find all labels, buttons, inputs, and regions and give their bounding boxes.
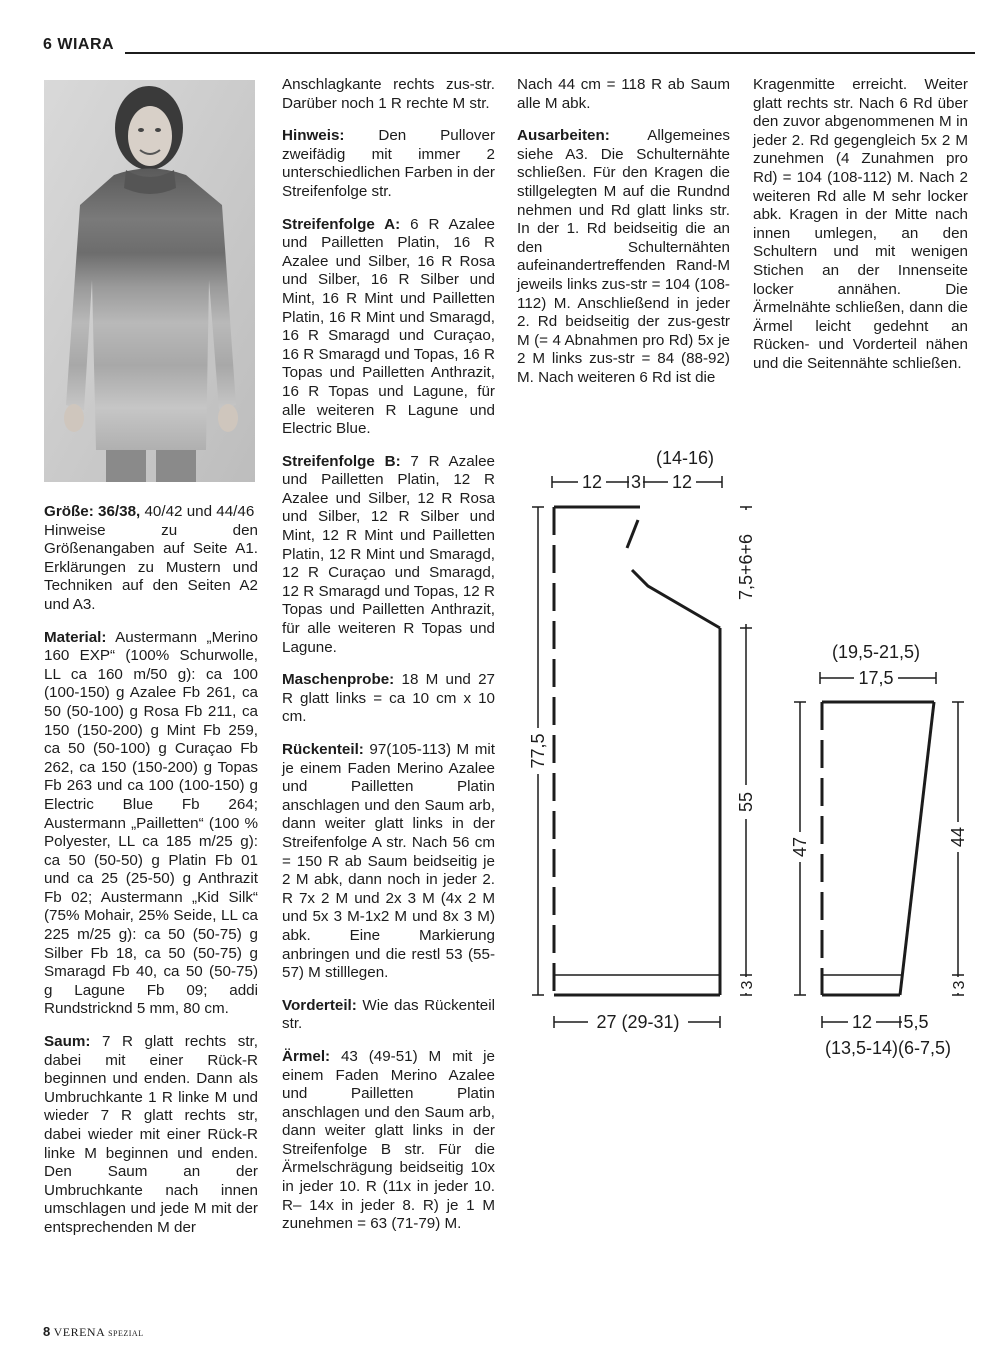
ausarbeiten-text: Allgemeines siehe A3. Die Schulternähte schließen. Für den Kragen die stillgelegten M auf die Rundnd nehmen und Rd glatt links str. In der 1. Rd beidseitig die an den Schulternähten aufeinandertreffenden Rand-M jeweils links zus-str = 104 (108-112) M. Anschließend in jeder 2. Rd beidseitig der zus-gestr M (= 4 Abnahmen pro Rd) 5x je 2 M links zus-str = 84 (88-92) M. Nach weiteren 6 Rd ist die (517, 127, 730, 386)
column-1 (44, 503, 258, 1252)
size-paragraph (44, 503, 258, 615)
size-rest: 40/42 und 44/46 (140, 503, 255, 520)
saum-continuation: Anschlagkante rechts zus-str. Darüber noch 1 R rechte M str. (282, 76, 495, 112)
hinweis-paragraph (282, 127, 495, 201)
size-note: Hinweise zu den Größenangaben auf Seite A1. Erklärungen zu Mustern und Techniken auf den Seiten A2 und A3. (44, 521, 258, 613)
pattern-title: 6 WIARA (43, 36, 115, 53)
material-paragraph (44, 629, 258, 1019)
sleeve-top-sizes-label: (19,5-21,5) (831, 642, 921, 662)
aermel-text: 43 (49-51) M mit je einem Faden Merino Azalee und Pailletten Platin anschlagen und den Saum arb, dann weiter glatt links in der Streifenfolge B str. Für die Ärmelschrägung beidseitig 10x in jeder 10. R (11x in jeder 10. R– 14x in jeder 8. R) je 1 M zunehmen = 63 (71-79) M. (282, 1047, 495, 1233)
hinweis-label: Hinweis: (282, 127, 345, 145)
sleeve-bottom-width-label: 12 (851, 1012, 873, 1032)
header-rule (125, 52, 975, 54)
maschenprobe-label: Maschenprobe: (282, 671, 395, 689)
magazine-brand (54, 1325, 144, 1339)
material-text: Austermann „Merino 160 EXP“ (100% Schurwolle, LL ca 160 m/50 g): ca 100 (100-150) g Azalee Fb 261, ca 50 (50-100) g Rosa Fb 211, ca 150 (150-200) g Mint Fb 259, ca 50 (50-100) g Curaçao Fb 262, ca 150 (150-200) g Topas Fb 263 und ca 100 (100-150) g Electric Blue Fb 264; Austermann „Pailletten“ (100 % Polyester, LL ca 185 m/25 g): ca 50 (50-50) g Platin Fb 01 und ca 25 (25-50) g Anthrazit Fb 02; Austermann „Kid Silk“ (75% Mohair, 25% Seide, LL ca 225 m/25 g): ca 50 (50-75) g Silber Fb 18, ca 50 (50-75) g Smaragd Fb 40, ca 50 (50-75) g Lagune Fb 09; addi Rundstricknd 5 mm, 80 cm. (44, 628, 258, 1018)
body-neck-width-label: (14-16) (655, 448, 715, 468)
streifenfolge-a-text: 6 R Azalee und Pailletten Platin, 16 R Azalee und Silber, 16 R Rosa und Silber, 16 R Silber und Mint, 16 R Mint und Pailletten Platin, 16 R Mint und Smaragd, 16 R Smaragd und Curaçao, 16 R Smaragd und Topas, 16 R Topas und Pailletten Anthrazit, 16 R Topas und Lagune, für alle weiteren R Lagune und Electric Blue. (282, 215, 495, 438)
saum-label: Saum: (44, 1033, 91, 1051)
maschenprobe-text: 18 M und 27 R glatt links = ca 10 cm x 10 cm. (282, 671, 495, 726)
brand-name: VERENA (53, 1325, 105, 1339)
pattern-schematic (510, 440, 980, 1060)
hinweis-text: Den Pullover zweifädig mit immer 2 unterschiedlichen Farben in der Streifenfolge str. (282, 127, 495, 200)
rueckenteil-paragraph (282, 741, 495, 983)
model-photo-illustration (44, 80, 255, 482)
sleeve-bottom-sizes-label: (13,5-14)(6-7,5) (824, 1038, 952, 1058)
body-width-label: 27 (29-31) (596, 1012, 680, 1032)
page-footer (43, 1324, 144, 1340)
column-4 (753, 76, 968, 388)
streifenfolge-a-label: Streifenfolge A: (282, 215, 401, 233)
sleeve-hem-label: 3 (951, 980, 968, 990)
aermel-label: Ärmel: (282, 1047, 331, 1065)
body-hem-label: 3 (739, 980, 756, 990)
sleeve-piece-outline (822, 702, 934, 995)
streifenfolge-b-paragraph (282, 453, 495, 658)
size-primary: 36/38, (98, 503, 141, 520)
ausarbeiten-paragraph (517, 127, 730, 387)
body-piece-outline (554, 507, 720, 995)
sleeve-length-right-label: 44 (948, 826, 968, 848)
page-number: 8 (43, 1324, 51, 1339)
brand-sub: SPEZIAL (108, 1329, 144, 1338)
streifenfolge-b-text: 7 R Azalee und Pailletten Platin, 12 R Azalee und Silber, 12 R Rosa und Silber, 12 R Silber und Mint, 12 R Mint und Pailletten Platin, 12 R Mint und Smaragd, 12 R Curaçao und Smaragd, 12 R Smaragd und Topas, 12 R Topas und Pailletten Anthrazit, für alle weiteren R Topas und Lagune. (282, 452, 495, 656)
rueckenteil-label: Rückenteil: (282, 741, 364, 758)
ausarbeiten-label: Ausarbeiten: (517, 127, 610, 145)
streifenfolge-a-paragraph (282, 216, 495, 439)
vorderteil-paragraph (282, 997, 495, 1034)
size-label: Größe: (44, 503, 94, 520)
column-3 (517, 76, 730, 402)
aermel-continuation: Nach 44 cm = 118 R ab Saum alle M abk. (517, 76, 730, 112)
body-side-length-label: 55 (736, 791, 756, 813)
body-shoulder-left-label: 12 (581, 472, 603, 492)
ausarbeiten-continuation: Kragenmitte erreicht. Weiter glatt rechts str. Nach 6 Rd über den zuvor abgenommenen M in jeder 2. Rd gegengleich 5x 2 M zunehmen (4 Zunahmen pro Rd) = 104 (108-112) M. Nach 2 weiteren Rd alle M sehr locker abk. Kragen in der Mitte nach innen umlegen, an den Schultern und mit wenigen Stichen an der Innenseite locker annähen. Die Ärmelnähte schließen, dann die Ärmel leicht gedehnt an Rücken- und Vorderteil nähen und die Seitennähte schließen. (753, 76, 968, 372)
body-neck-label: 3 (630, 472, 642, 492)
body-armhole-label: 7,5+6+6 (736, 533, 756, 601)
column-2 (282, 76, 495, 1248)
vorderteil-label: Vorderteil: (282, 996, 357, 1014)
sleeve-seam-offset-label: 5,5 (903, 1012, 929, 1032)
body-shoulder-right-label: 12 (671, 472, 693, 492)
streifenfolge-b-label: Streifenfolge B: (282, 452, 401, 470)
material-label: Material: (44, 628, 107, 646)
saum-paragraph (44, 1033, 258, 1238)
vorderteil-text: Wie das Rückenteil str. (282, 996, 495, 1033)
saum-text: 7 R glatt rechts str, dabei mit einer Rück-R beginnen und enden. Dann als Umbruchkante 1 R linke M und wieder 7 R glatt rechts str, dabei wieder mit einer Rück-R linke M beginnen und enden. Den Saum an der Umbruchkante nach innen umschlagen und jede M mit der entsprechenden M der (44, 1033, 258, 1236)
sleeve-top-width-label: 17,5 (858, 668, 894, 688)
model-photo (44, 80, 255, 482)
rueckenteil-text: 97(105-113) M mit je einem Faden Merino Azalee und Pailletten Platin anschlagen und den Saum arb, dann weiter glatt links in der Streifenfolge A str. Nach 56 cm = 150 R ab Saum beidseitig je 2 M abk, dann noch in jeder 2. R 7x 2 M und 2x 3 M (4x 2 M und 5x 3 M-1x2 M und 8x 3 M) abk. Eine Markierung anbringen und die restl 53 (55-57) M stilllegen. (282, 741, 495, 982)
body-length-label: 77,5 (528, 733, 548, 769)
page-header (43, 36, 975, 58)
sleeve-length-left-label: 47 (790, 836, 810, 858)
aermel-paragraph (282, 1048, 495, 1234)
maschenprobe-paragraph (282, 671, 495, 727)
